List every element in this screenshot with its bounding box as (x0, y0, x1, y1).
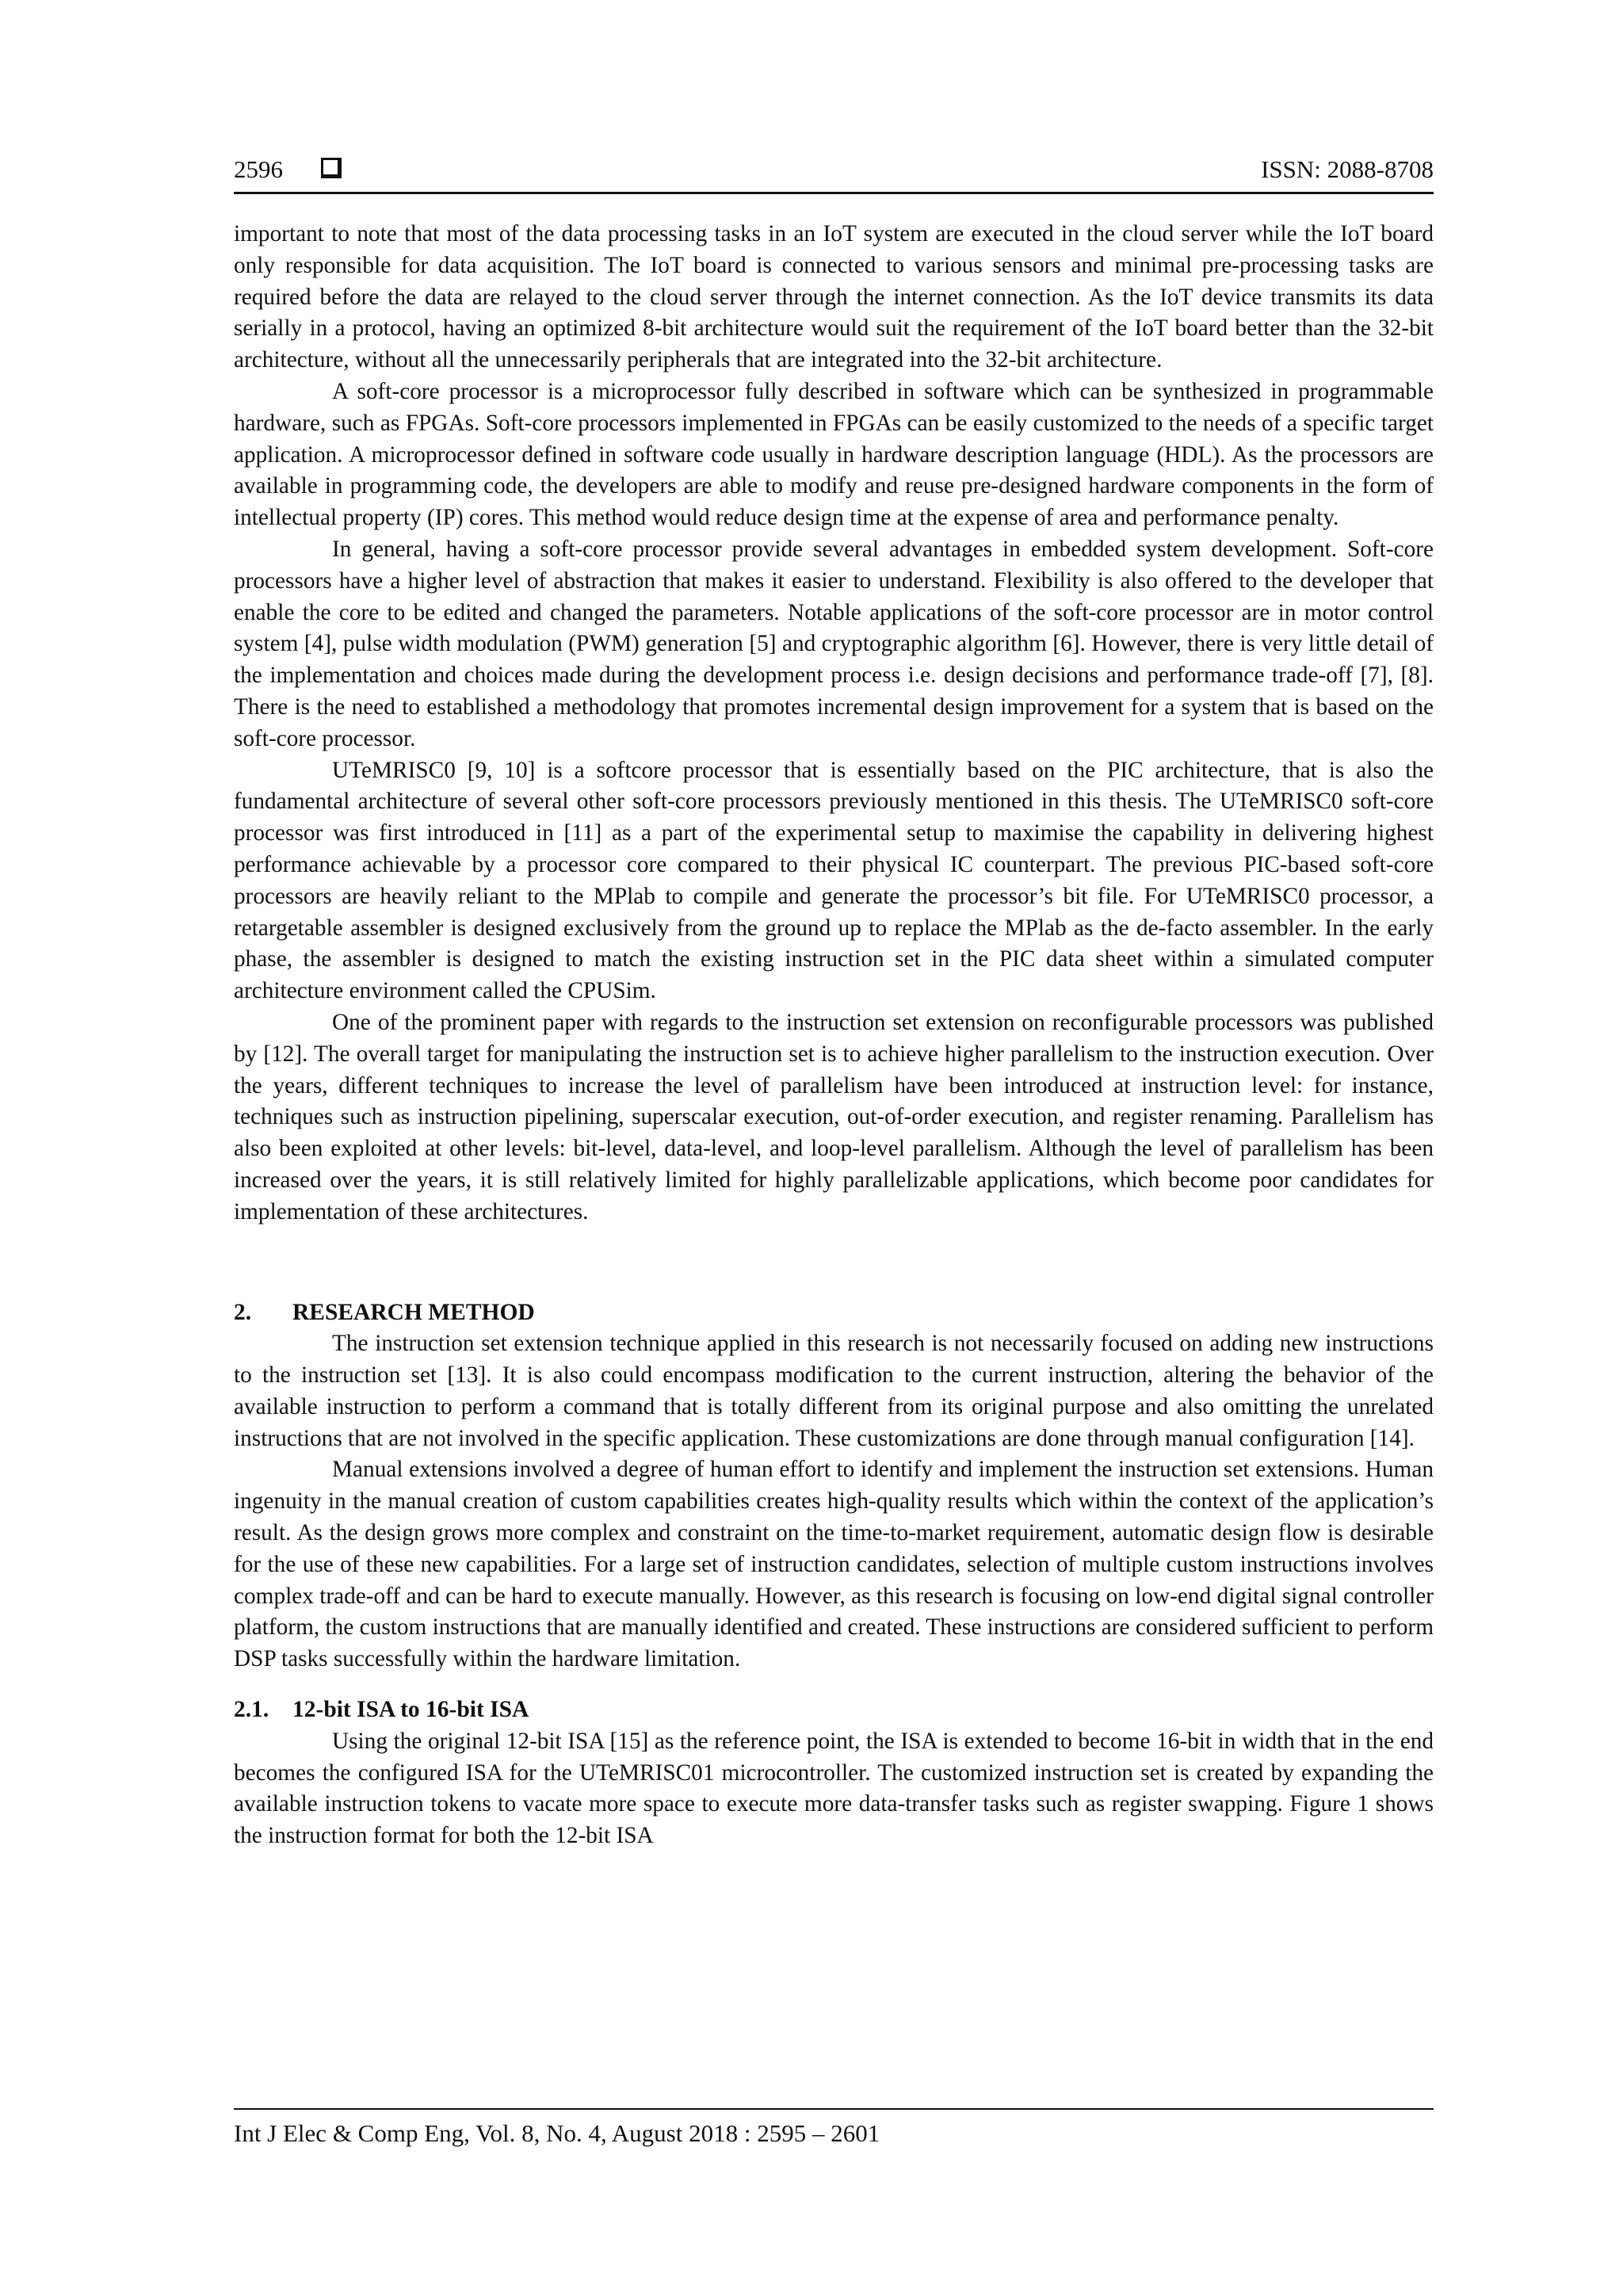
paragraph-soft-core: A soft-core processor is a microprocessor fully described in software which can be synthesized in programmable hardware, such as FPGAs. Soft-core processors implemented in FPGAs can be easily customized to the needs of a specific target application. A microprocessor defined in software code usually in hardware description language (HDL). As the processors are available in programming code, the developers are able to modify and reuse pre-designed hardware components in the form of intellectual property (IP) cores. This method would reduce design time at the expense of area and performance penalty. (234, 378, 1434, 531)
square-box-icon (321, 158, 342, 178)
paragraph-isa-extension: Using the original 12-bit ISA [15] as the reference point, the ISA is extended to become 16-bit in width that in the end becomes the configured ISA for the UTeMRISC01 microcontroller. The customized instruction set is created by expanding the available instruction tokens to vacate more space to execute more data-transfer tasks such as register swapping. Figure 1 shows the instruction format for both the 12-bit ISA (234, 1728, 1434, 1849)
header-rule (234, 192, 1434, 194)
body-text (234, 219, 1434, 1852)
section-spacer (234, 1228, 1434, 1297)
footer-citation: Int J Elec & Comp Eng, Vol. 8, No. 4, August 2018 : 2595 – 2601 (234, 2119, 880, 2147)
subsection-title: 12-bit ISA to 16-bit ISA (292, 1697, 529, 1723)
paragraph-instruction-set-extension: One of the prominent paper with regards to the instruction set extension on reconfigurable processors was published by [12]. The overall target for manipulating the instruction set is to achieve higher parallelism to the instruction execution. Over the years, different techniques to increase the level of parallelism have been introduced at instruction level: for instance, techniques such as instruction pipelining, superscalar execution, out-of-order execution, and register renaming. Parallelism has also been exploited at other levels: bit-level, data-level, and loop-level parallelism. Although the level of parallelism has been increased over the years, it is still relatively limited for highly parallelizable applications, which become poor candidates for implementation of these architectures. (234, 1009, 1434, 1224)
section-heading-research-method (234, 1297, 1434, 1329)
paragraph-advantages: In general, having a soft-core processor provide several advantages in embedded system development. Soft-core processors have a higher level of abstraction that makes it easier to understand. Flexibility is also offered to the developer that enable the core to be edited and changed the parameters. Notable applications of the soft-core processor are in motor control system [4], pulse width modulation (PWM) generation [5] and cryptographic algorithm [6]. However, there is very little detail of the implementation and choices made during the development process i.e. design decisions and performance trade-off [7], [8]. There is the need to established a methodology that promotes incremental design improvement for a system that is based on the soft-core processor. (234, 536, 1434, 751)
subsection-spacer (234, 1675, 1434, 1694)
subsection-heading-isa (234, 1694, 1434, 1726)
subsection-number: 2.1. (234, 1697, 269, 1723)
paragraph-research-method: The instruction set extension technique applied in this research is not necessarily focused on adding new instructions to the instruction set [13]. It is also could encompass modification to the current instruction, altering the behavior of the available instruction to perform a command that is totally different from its original purpose and also omitting the unrelated instructions that are not involved in the specific application. These customizations are done through manual configuration [14]. (234, 1331, 1434, 1451)
paragraph-utemrisc0: UTeMRISC0 [9, 10] is a softcore processor that is essentially based on the PIC architecture, that is also the fundamental architecture of several other soft-core processors previously mentioned in this thesis. The UTeMRISC0 soft-core processor was first introduced in [11] as a part of the experimental setup to maximise the capability in delivering highest performance achievable by a processor core compared to their physical IC counterpart. The previous PIC-based soft-core processors are heavily reliant to the MPlab to compile and generate the processor’s bit file. For UTeMRISC0 processor, a retargetable assembler is designed exclusively from the ground up to replace the MPlab as the de-facto assembler. In the early phase, the assembler is designed to match the existing instruction set in the PIC data sheet within a simulated computer architecture environment called the CPUSim. (234, 757, 1434, 1004)
page-number: 2596 (234, 155, 283, 183)
section-number: 2. (234, 1299, 252, 1325)
page-header (234, 154, 1434, 193)
section-title: RESEARCH METHOD (292, 1299, 535, 1325)
paragraph-continued: important to note that most of the data processing tasks in an IoT system are executed in the cloud server while the IoT board only responsible for data acquisition. The IoT board is connected to various sensors and minimal pre-processing tasks are required before the data are relayed to the cloud server through the internet connection. As the IoT device transmits its data serially in a protocol, having an optimized 8-bit architecture would suit the requirement of the IoT board better than the 32-bit architecture, without all the unnecessarily peripherals that are integrated into the 32-bit architecture. (234, 221, 1434, 373)
footer-rule (234, 2108, 1434, 2110)
paragraph-manual-extensions: Manual extensions involved a degree of human effort to identify and implement the instruction set extensions. Human ingenuity in the manual creation of custom capabilities creates high-quality results which within the context of the application’s result. As the design grows more complex and constraint on the time-to-market requirement, automatic design flow is desirable for the use of these new capabilities. For a large set of instruction candidates, selection of multiple custom instructions involves complex trade-off and can be hard to execute manually. However, as this research is focusing on low-end digital signal controller platform, the custom instructions that are manually identified and created. These instructions are considered sufficient to perform DSP tasks successfully within the hardware limitation. (234, 1457, 1434, 1672)
issn-label: ISSN: 2088-8708 (1261, 155, 1434, 183)
